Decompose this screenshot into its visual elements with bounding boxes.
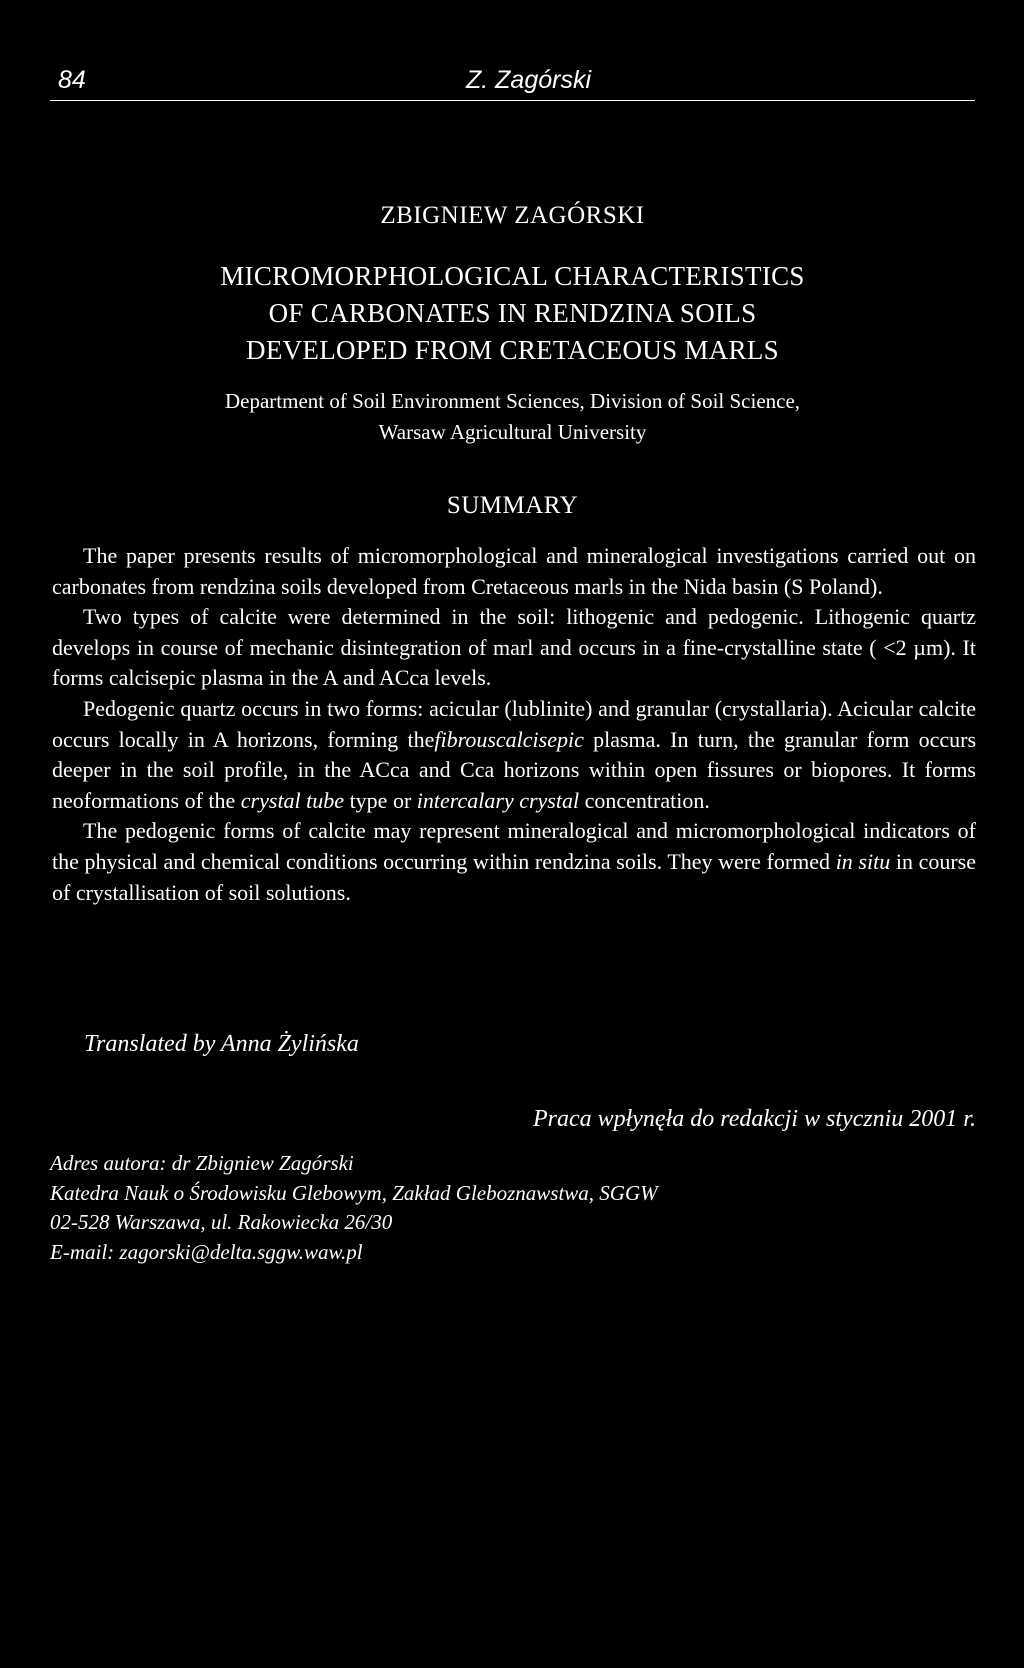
affiliation xyxy=(50,386,975,448)
paragraph-text: concentration. xyxy=(579,787,710,813)
article-title xyxy=(50,258,975,369)
paragraph-text: in course of crystallisation of soil solutions. xyxy=(52,848,976,905)
paragraph-text: The pedogenic forms of calcite may represent mineralogical and micromorphological indicators of the physical and chemical conditions occurring within rendzina soils. They were formed xyxy=(52,818,976,874)
italic-term: fibrouscalcisepic xyxy=(434,726,584,752)
address-line: Adres autora: dr Zbigniew Zagórski xyxy=(50,1151,354,1175)
paragraph-text: plasma. In turn, the granular form occurs deeper in the soil profile, in the ACca and Cca horizons within open fissures or biopores. It forms neoformations of the xyxy=(52,726,977,813)
running-header xyxy=(50,66,975,101)
author-name: ZBIGNIEW ZAGÓRSKI xyxy=(380,202,645,229)
title-line: DEVELOPED FROM CRETACEOUS MARLS xyxy=(246,335,779,365)
title-line: MICROMORPHOLOGICAL CHARACTERISTICS xyxy=(220,261,805,291)
affiliation-line: Warsaw Agricultural University xyxy=(378,420,647,444)
italic-term: intercalary crystal xyxy=(416,787,580,813)
email-address: E-mail: zagorski@delta.sggw.waw.pl xyxy=(50,1239,363,1264)
summary-body xyxy=(52,541,976,908)
summary-paragraph-3 xyxy=(52,694,976,816)
translator-credit: Translated by Anna Żylińska xyxy=(84,1031,359,1057)
address-line: 02-528 Warszawa, ul. Rakowiecka 26/30 xyxy=(50,1210,393,1234)
paragraph-text: Pedogenic quartz occurs in two forms: acicular (lublinite) and granular (crystallaria). Acicular calcite occurs locally in A horizons, forming the xyxy=(52,695,976,752)
received-note: Praca wpłynęła do redakcji w styczniu 2001 r. xyxy=(532,1106,976,1132)
page-number: 84 xyxy=(58,66,86,94)
summary-paragraph-2: Two types of calcite were determined in the soil: lithogenic and pedogenic. Lithogenic quartz develops in course of mechanic disintegration of marl and occurs in a fine-crystalline state ( <2 µm). It forms calcisepic plasma in the A and ACca levels. xyxy=(52,604,976,691)
author-address xyxy=(50,1149,658,1267)
affiliation-line: Department of Soil Environment Sciences, Division of Soil Science, xyxy=(224,389,801,413)
summary-paragraph-1: The paper presents results of micromorphological and mineralogical investigations carried out on carbonates from rendzina soils developed from Cretaceous marls in the Nida basin (S Poland). xyxy=(52,543,976,599)
italic-term: crystal tube xyxy=(240,787,345,813)
title-line: OF CARBONATES IN RENDZINA SOILS xyxy=(268,298,757,328)
paragraph-text: type or xyxy=(344,787,417,813)
summary-heading: SUMMARY xyxy=(446,492,579,519)
italic-term: in situ xyxy=(835,848,891,874)
address-line: Katedra Nauk o Środowisku Glebowym, Zakład Gleboznawstwa, SGGW xyxy=(50,1180,658,1205)
running-title: Z. Zagórski xyxy=(465,66,592,94)
summary-paragraph-4 xyxy=(52,816,976,908)
